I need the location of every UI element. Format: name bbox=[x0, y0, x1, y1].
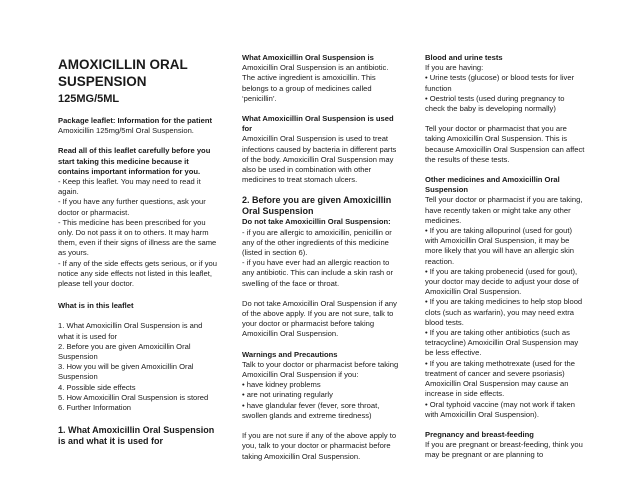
other-medicines-item: • If you are taking methotrexate (used for the treatment of cancer and severe psoriasis) Amoxicillin Oral Suspension may cause an increase in side effects. bbox=[425, 358, 575, 399]
warnings-note: If you are not sure if any of the above apply to you, talk to your doctor or pharmacist before taking Amoxicillin Oral Suspension. bbox=[242, 431, 397, 461]
what-is-text: Amoxicillin Oral Suspension is an antibiotic. The active ingredient is amoxicillin. This belongs to a group of medicines called ‘penicillin’. bbox=[242, 63, 389, 103]
other-medicines-intro: Tell your doctor or pharmacist if you are taking, have recently taken or might take any other medicines. bbox=[425, 195, 583, 225]
leaflet-column-3 bbox=[425, 53, 585, 461]
warnings-heading: Warnings and Precautions bbox=[242, 349, 338, 359]
product-strength: 125MG/5ML bbox=[58, 93, 120, 105]
warnings-item: • have glandular fever (fever, sore throat, swollen glands and extreme tiredness) bbox=[242, 400, 380, 420]
toc-item: 5. How Amoxicillin Oral Suspension is stored bbox=[58, 392, 209, 402]
what-is-heading: What Amoxicillin Oral Suspension is bbox=[242, 53, 374, 62]
section-1-heading: 1. What Amoxicillin Oral Suspension is and what it is used for bbox=[58, 425, 215, 447]
warnings-item: • are not urinating regularly bbox=[242, 390, 333, 400]
read-all-item: - If any of the side effects gets serious, or if you notice any side effects not listed in this leaflet, please tell your doctor. bbox=[58, 258, 217, 289]
blood-tests-item: • Oestriol tests (used during pregnancy to check the baby is developing normally) bbox=[425, 93, 565, 114]
leaflet-column-1 bbox=[58, 53, 218, 447]
read-all-item: - Keep this leaflet. You may need to read it again. bbox=[58, 177, 201, 197]
other-medicines-item: • If you are taking probenecid (used for gout), your doctor may decide to adjust your dose of Amoxicillin Oral Suspension. bbox=[425, 266, 579, 297]
package-leaflet-heading: Package leaflet: Information for the patient bbox=[58, 116, 213, 125]
pregnancy-heading: Pregnancy and breast-feeding bbox=[425, 429, 534, 439]
do-not-take-item: - if you are allergic to amoxicillin, penicillin or any of the other ingredients of this medicine (listed in section 6). bbox=[242, 227, 392, 258]
toc-item: 3. How you will be given Amoxicillin Oral Suspension bbox=[58, 362, 194, 382]
blood-tests-heading: Blood and urine tests bbox=[425, 53, 503, 62]
other-medicines-item: • If you are taking other antibiotics (such as tetracycline) Amoxicillin Oral Suspension may be less effective. bbox=[425, 328, 579, 358]
toc-item: 2. Before you are given Amoxicillin Oral Suspension bbox=[58, 341, 191, 362]
do-not-take-note: Do not take Amoxicillin Oral Suspension if any of the above apply. If you are not sure, talk to your doctor or pharmacist before taking Amoxicillin Oral Suspension. bbox=[242, 298, 397, 339]
product-title-line1: AMOXICILLIN ORAL bbox=[58, 57, 188, 72]
other-medicines-item: • Oral typhoid vaccine (may not work if taken with Amoxicillin Oral Suspension). bbox=[425, 399, 575, 419]
other-medicines-item: • If you are taking medicines to help stop blood clots (such as warfarin), you may need extra blood tests. bbox=[425, 297, 583, 327]
used-for-heading: What Amoxicillin Oral Suspension is used for bbox=[242, 114, 394, 134]
other-medicines-heading: Other medicines and Amoxicillin Oral Suspension bbox=[425, 175, 560, 195]
toc-item: 6. Further Information bbox=[58, 403, 132, 413]
do-not-take-item: - if you have ever had an allergic reaction to any antibiotic. This can include a skin rash or swelling of the face or throat. bbox=[242, 258, 393, 288]
toc-item: 1. What Amoxicillin Oral Suspension is and what it is used for bbox=[58, 321, 203, 341]
read-all-heading: Read all of this leaflet carefully before you start taking this medicine because it contains important information for you. bbox=[58, 146, 211, 176]
do-not-take-heading: Do not take Amoxicillin Oral Suspension: bbox=[242, 217, 391, 227]
pregnancy-text: If you are pregnant or breast-feeding, think you may be pregnant or are planning to bbox=[425, 440, 583, 460]
section-2-heading: 2. Before you are given Amoxicillin Oral Suspension bbox=[242, 195, 392, 217]
contents-heading: What is in this leaflet bbox=[58, 301, 134, 311]
blood-tests-intro: If you are having: bbox=[425, 63, 484, 73]
blood-tests-note: Tell your doctor or pharmacist that you are taking Amoxicillin Oral Suspension. This is because Amoxicillin Oral Suspension can affect the results of these tests. bbox=[425, 124, 585, 164]
warnings-item: • have kidney problems bbox=[242, 380, 321, 390]
product-title-line2: SUSPENSION bbox=[58, 74, 147, 89]
used-for-text: Amoxicillin Oral Suspension is used to treat infections caused by bacteria in different parts of the body. Amoxicillin Oral Suspension may also be used in combination with other medicines to treat stomach ulcers. bbox=[242, 134, 397, 185]
package-leaflet-text: Amoxicillin 125mg/5ml Oral Suspension. bbox=[58, 126, 194, 136]
blood-tests-item: • Urine tests (glucose) or blood tests for liver function bbox=[425, 73, 575, 93]
leaflet-column-2 bbox=[242, 53, 402, 462]
warnings-intro: Talk to your doctor or pharmacist before taking Amoxicillin Oral Suspension if you: bbox=[242, 359, 399, 380]
toc-item: 4. Possible side effects bbox=[58, 382, 136, 392]
read-all-item: - This medicine has been prescribed for you only. Do not pass it on to others. It may harm them, even if their signs of illness are the same as yours. bbox=[58, 217, 217, 258]
read-all-item: - If you have any further questions, ask your doctor or pharmacist. bbox=[58, 197, 206, 217]
other-medicines-item: • If you are taking allopurinol (used for gout) with Amoxicillin Oral Suspension, it may be more likely that you will have an allergic skin reaction. bbox=[425, 226, 574, 266]
